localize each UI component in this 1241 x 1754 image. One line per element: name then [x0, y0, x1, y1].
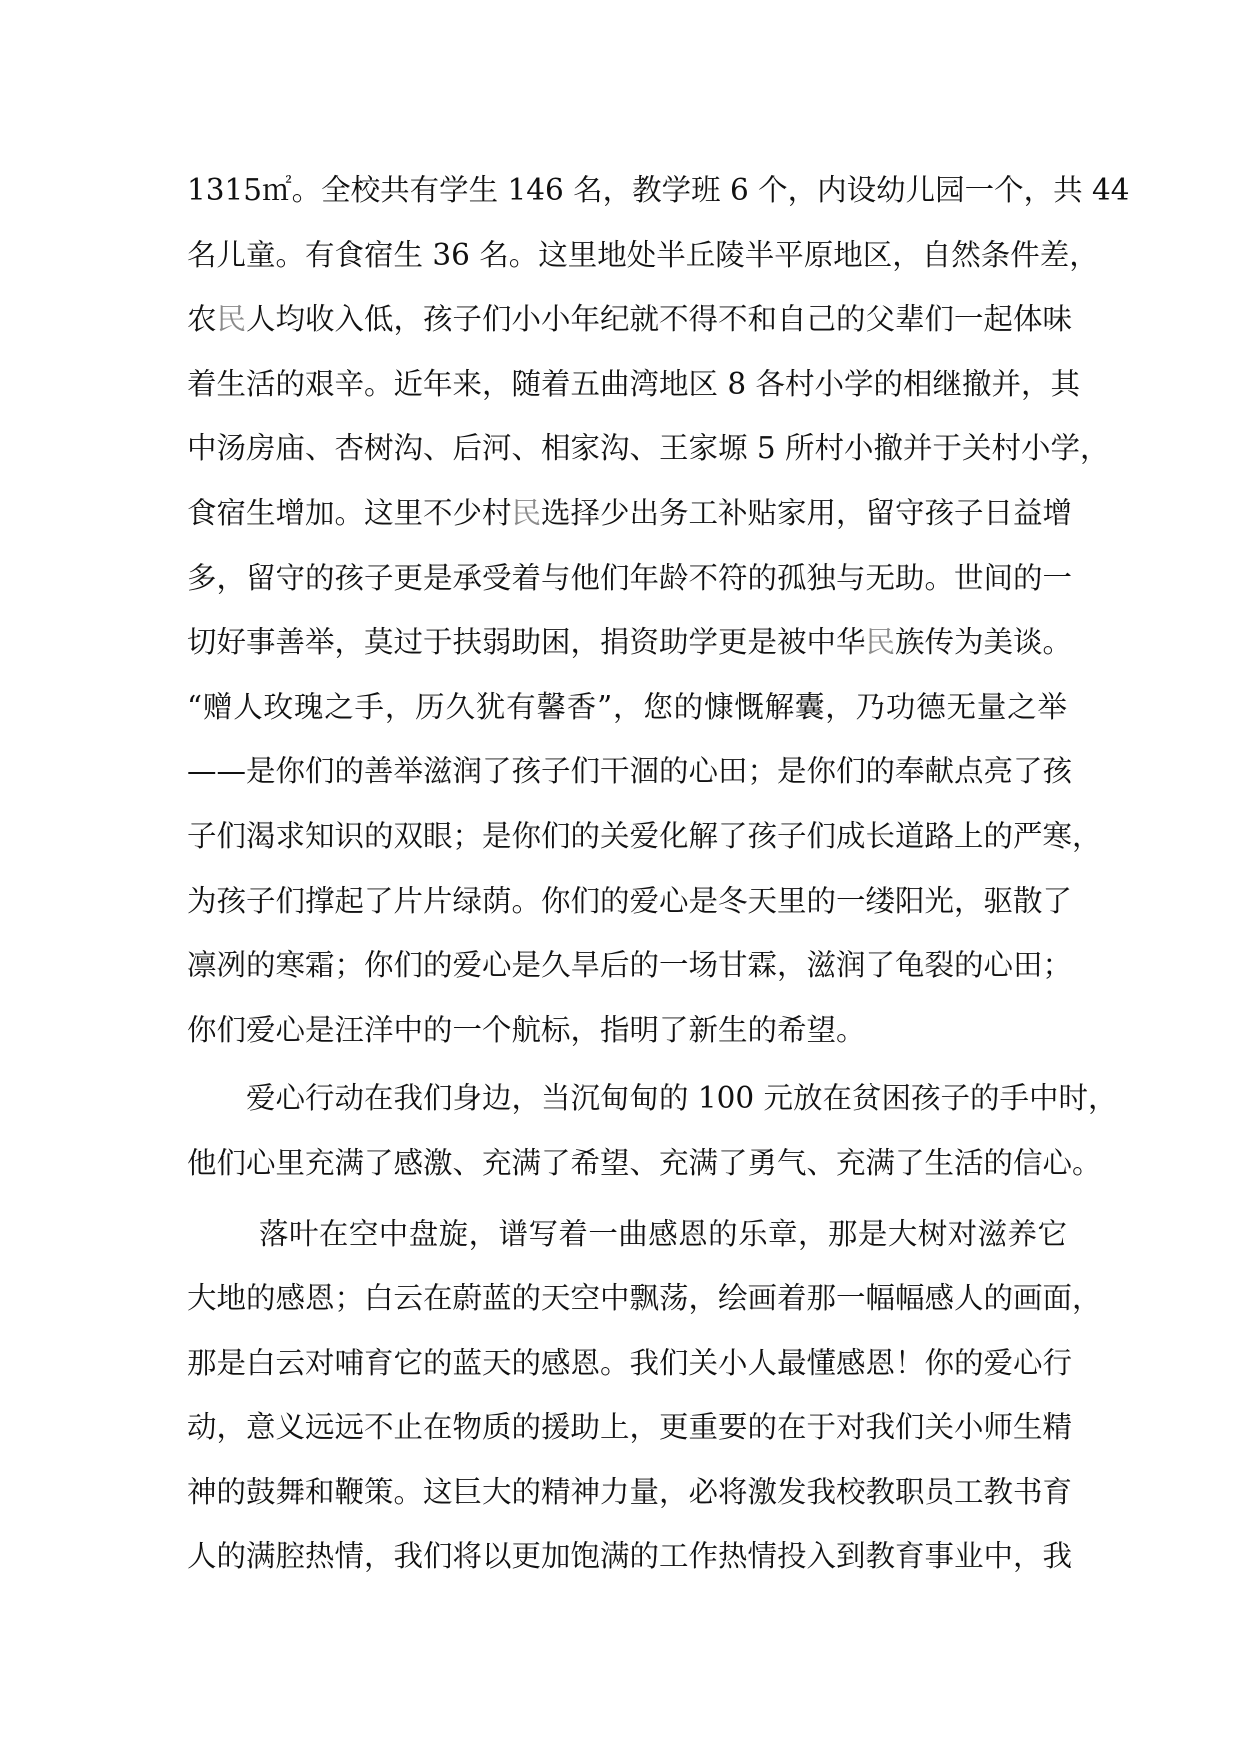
text-segment: 食宿生增加。这里不少村: [187, 495, 512, 530]
paragraph-3-line-5: 神的鼓舞和鞭策。这巨大的精神力量，必将激发我校教职员工教书育: [187, 1474, 1073, 1509]
paragraph-1-line-1: 1315㎡。全校共有学生 146 名，教学班 6 个，内设幼儿园一个，共 44: [187, 173, 1130, 207]
paragraph-1-line-6: [187, 481, 1073, 546]
marked-character: 民: [216, 302, 247, 337]
paragraph-3-line-2: 大地的感恩；白云在蔚蓝的天空中飘荡，绘画着那一幅幅感人的画面，: [187, 1281, 1102, 1316]
paragraph-1-line-3: [187, 287, 1073, 352]
marked-character: 民: [511, 495, 542, 530]
paragraph-1-line-11: 子们渴求知识的双眼；是你们的关爱化解了孩子们成长道路上的严寒，: [187, 818, 1102, 853]
paragraph-1-line-2: 名儿童。有食宿生 36 名。这里地处半丘陵半平原地区，自然条件差，: [187, 237, 1099, 272]
paragraph-1-line-8: [187, 610, 1073, 675]
marked-character: 民: [865, 625, 896, 660]
paragraph-3-line-1: 落叶在空中盘旋，谱写着一曲感恩的乐章，那是大树对滋养它: [259, 1216, 1067, 1251]
paragraph-3-line-6: 人的满腔热情，我们将以更加饱满的工作热情投入到教育事业中，我: [187, 1539, 1073, 1574]
paragraph-1-line-7: 多，留守的孩子更是承受着与他们年龄不符的孤独与无助。世间的一: [187, 560, 1073, 595]
text-segment: 切好事善举，莫过于扶弱助困，捐资助学更是被中华: [187, 625, 866, 660]
paragraph-1-line-13: 凛冽的寒霜；你们的爱心是久旱后的一场甘霖，滋润了龟裂的心田；: [187, 948, 1073, 983]
paragraph-2-line-2: 他们心里充满了感激、充满了希望、充满了勇气、充满了生活的信心。: [187, 1145, 1102, 1180]
paragraph-3-line-3: 那是白云对哺育它的蓝天的感恩。我们关小人最懂感恩！你的爱心行: [187, 1345, 1073, 1380]
paragraph-1-line-12: 为孩子们撑起了片片绿荫。你们的爱心是冬天里的一缕阳光，驱散了: [187, 883, 1073, 918]
text-segment: 人均收入低，孩子们小小年纪就不得不和自己的父辈们一起体味: [246, 302, 1073, 337]
paragraph-1-line-14: 你们爱心是汪洋中的一个航标，指明了新生的希望。: [187, 1012, 866, 1047]
paragraph-1-line-5: 中汤房庙、杏树沟、后河、相家沟、王家塬 5 所村小撤并于关村小学，: [187, 431, 1110, 466]
paragraph-3-line-4: 动，意义远远不止在物质的援助上，更重要的在于对我们关小师生精: [187, 1410, 1073, 1445]
paragraph-1-line-9: “赠人玫瑰之手，历久犹有馨香”，您的慷慨解囊，乃功德无量之举: [187, 689, 1067, 724]
document-body: [187, 158, 1130, 1589]
paragraph-1-line-4: 着生活的艰辛。近年来，随着五曲湾地区 8 各村小学的相继撤并，其: [187, 366, 1081, 401]
text-segment: 选择少出务工补贴家用，留守孩子日益增: [541, 495, 1073, 530]
paragraph-2-line-1: 爱心行动在我们身边，当沉甸甸的 100 元放在贫困孩子的手中时，: [246, 1081, 1118, 1116]
text-segment: 农: [187, 302, 217, 337]
text-segment: 族传为美谈。: [895, 625, 1073, 660]
paragraph-1-line-10: ——是你们的善举滋润了孩子们干涸的心田；是你们的奉献点亮了孩: [187, 754, 1073, 789]
